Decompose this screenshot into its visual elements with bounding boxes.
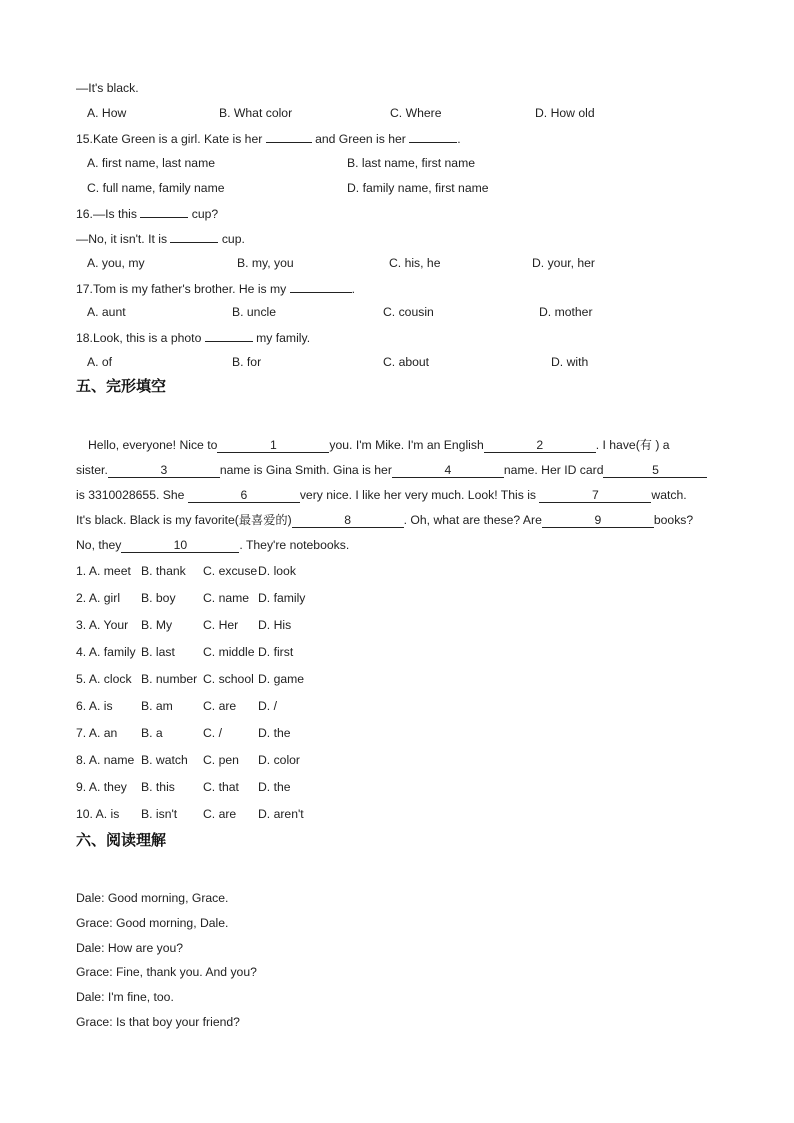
q16-option-d: D. your, her	[532, 256, 595, 270]
q14-answer-line: —It's black.	[76, 81, 139, 95]
cloze-passage-line-3: is 3310028655. She 6 very nice. I like her very much. Look! This is 7 watch.	[76, 488, 687, 502]
dialogue-line: Dale: Good morning, Grace.	[76, 891, 229, 905]
q17-option-d: D. mother	[539, 305, 593, 319]
cloze-blank-3: 3	[108, 464, 220, 478]
q18-stem: 18.Look, this is a photo my family.	[76, 331, 311, 345]
dialogue-line: Dale: I'm fine, too.	[76, 990, 174, 1004]
worksheet-page: —It's black. A. How B. What color C. Where D. How old 15.Kate Green is a girl. Kate is her and Green is her . A. first name, last name B. last name, first name C. full name, family name D. family name, first name 16.—Is this cup? —No, it isn't. It is cup. A. you, my B. my, you C. his, he D. your, her 17.Tom is my father's brother. He is my . A. aunt B. uncle C. cousin D. mother 18.Look, this is a photo my family. A. of B. for C. about D. with 五、完形填空 Hello, everyone! Nice to 1 you. I'm Mike. I'm an English 2 . I have(有 ) a sister. 3 name is Gina Smith. Gina is her 4 name. Her ID card 5 is 3310028655. She 6 very nice. I like her very much. Look! This is 7 watch. It's black. Black is my favorite(最喜爱的) 8 . Oh, what are these? Are 9 books? No, they 10 . They're notebooks. 1. A. meet B. thank C. excuse D. look 2. A. girl B. boy C. name D. family 3. A. Your B. My C. Her D. His 4. A. family B. last C. middle D. first 5. A. clock B. number C. school D. game 6. A. is B. am C. are D. / 7. A. an B. a C. / D. the 8. A. name B. watch C. pen D. color 9. A. they B. this C. that D. the 10. A. is B. isn't C. are D. aren't 六、阅读理解 Dale: Good morning, Grace. Grace: Good morning, Dale. Dale: How are you? Grace: Fine, thank you. And you? Dale: I'm fine, too. Grace: Is that boy your friend?	[0, 0, 794, 1123]
dialogue-line: Grace: Is that boy your friend?	[76, 1015, 240, 1029]
dialogue-line: Dale: How are you?	[76, 941, 184, 955]
cloze-passage-line-2: sister. 3 name is Gina Smith. Gina is her 4 name. Her ID card 5	[76, 462, 707, 478]
q15-stem: 15.Kate Green is a girl. Kate is her and Green is her .	[76, 132, 461, 146]
answer-blank	[290, 280, 352, 293]
cloze-blank-10: 10	[121, 539, 239, 553]
q18-option-c: C. about	[383, 355, 430, 369]
q16-option-c: C. his, he	[389, 256, 441, 270]
answer-blank	[266, 130, 312, 143]
answer-blank	[140, 205, 188, 218]
cloze-blank-9: 9	[542, 514, 654, 528]
q16-stem: 16.—Is this cup?	[76, 207, 219, 221]
q16-option-b: B. my, you	[237, 256, 294, 270]
q18-option-a: A. of	[87, 355, 113, 369]
cloze-blank-7: 7	[539, 489, 651, 503]
q15-option-a: A. first name, last name	[87, 156, 216, 170]
cloze-passage-line-1: Hello, everyone! Nice to 1 you. I'm Mike. I'm an English 2 . I have(有 ) a	[88, 438, 670, 452]
q16-option-a: A. you, my	[87, 256, 145, 270]
q17-option-c: C. cousin	[383, 305, 434, 319]
q18-option-d: D. with	[551, 355, 589, 369]
q14-option-b: B. What color	[219, 106, 293, 120]
cloze-blank-4: 4	[392, 464, 504, 478]
cloze-blank-1: 1	[217, 439, 329, 453]
cloze-heading: 五、完形填空	[76, 377, 167, 395]
q16-second-line: —No, it isn't. It is cup.	[76, 232, 245, 246]
cloze-passage-line-5: No, they 10 . They're notebooks.	[76, 538, 350, 552]
reading-heading: 六、阅读理解	[76, 831, 167, 849]
dialogue-line: Grace: Fine, thank you. And you?	[76, 965, 257, 979]
cloze-blank-6: 6	[188, 489, 300, 503]
q15-option-b: B. last name, first name	[347, 156, 476, 170]
cloze-blank-5: 5	[603, 464, 707, 478]
q14-option-a: A. How	[87, 106, 127, 120]
q18-option-b: B. for	[232, 355, 262, 369]
q15-option-c: C. full name, family name	[87, 181, 225, 195]
answer-blank	[170, 230, 218, 243]
cloze-blank-8: 8	[292, 514, 404, 528]
dialogue-line: Grace: Good morning, Dale.	[76, 916, 229, 930]
q17-stem: 17.Tom is my father's brother. He is my .	[76, 282, 356, 296]
answer-blank	[409, 130, 457, 143]
q14-option-c: C. Where	[390, 106, 442, 120]
answer-blank	[205, 329, 253, 342]
cloze-blank-2: 2	[484, 439, 596, 453]
q15-option-d: D. family name, first name	[347, 181, 489, 195]
cloze-passage-line-4: It's black. Black is my favorite(最喜爱的) 8 . Oh, what are these? Are 9 books?	[76, 513, 694, 527]
q14-option-d: D. How old	[535, 106, 595, 120]
q17-option-a: A. aunt	[87, 305, 126, 319]
q17-option-b: B. uncle	[232, 305, 277, 319]
